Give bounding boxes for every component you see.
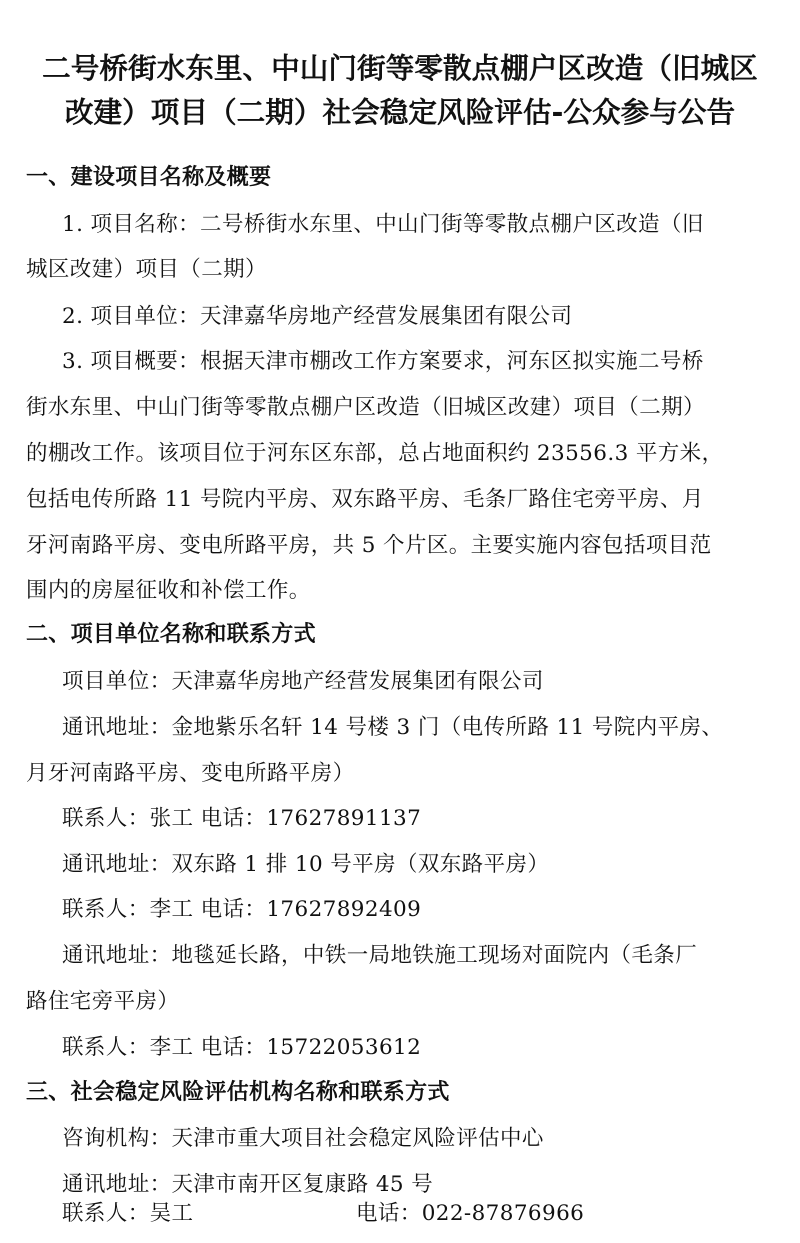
section-2-heading: 二、项目单位名称和联系方式 bbox=[26, 622, 316, 647]
contact-1: 联系人：张工 电话：17627891137 bbox=[62, 806, 422, 831]
project-overview-line-1: 3. 项目概要：根据天津市棚改工作方案要求，河东区拟实施二号桥 bbox=[62, 349, 704, 374]
project-overview-line-2: 街水东里、中山门街等零散点棚户区改造（旧城区改建）项目（二期） bbox=[26, 395, 705, 420]
section-1-heading: 一、建设项目名称及概要 bbox=[26, 165, 272, 190]
consulting-org: 咨询机构：天津市重大项目社会稳定风险评估中心 bbox=[62, 1126, 544, 1151]
project-overview-line-3: 的棚改工作。该项目位于河东区东部，总占地面积约 23556.3 平方米， bbox=[26, 441, 724, 466]
address-1-line-1: 通讯地址：金地紫乐名轩 14 号楼 3 门（电传所路 11 号院内平房、 bbox=[62, 715, 724, 740]
address-3-line-1: 通讯地址：地毯延长路，中铁一局地铁施工现场对面院内（毛条厂 bbox=[62, 943, 698, 968]
section-3-heading: 三、社会稳定风险评估机构名称和联系方式 bbox=[26, 1080, 450, 1105]
project-overview-line-6: 围内的房屋征收和补偿工作。 bbox=[26, 578, 311, 603]
project-overview-line-4: 包括电传所路 11 号院内平房、双东路平房、毛条厂路住宅旁平房、月 bbox=[26, 487, 704, 512]
address-1-line-2: 月牙河南路平房、变电所路平房） bbox=[26, 761, 355, 786]
project-overview-line-5: 牙河南路平房、变电所路平房，共 5 个片区。主要实施内容包括项目范 bbox=[26, 533, 712, 558]
address-2: 通讯地址：双东路 1 排 10 号平房（双东路平房） bbox=[62, 852, 550, 877]
project-name-line-2: 城区改建）项目（二期） bbox=[26, 257, 267, 282]
project-name-line-1: 1. 项目名称：二号桥街水东里、中山门街等零散点棚户区改造（旧 bbox=[62, 212, 704, 237]
title-line-2: 改建）项目（二期）社会稳定风险评估-公众参与公告 bbox=[64, 95, 736, 129]
consulting-contact-name: 联系人：吴工 bbox=[62, 1201, 194, 1226]
consulting-address: 通讯地址：天津市南开区复康路 45 号 bbox=[62, 1172, 434, 1197]
project-unit: 2. 项目单位：天津嘉华房地产经营发展集团有限公司 bbox=[62, 304, 573, 329]
address-3-line-2: 路住宅旁平房） bbox=[26, 989, 180, 1014]
unit-name: 项目单位：天津嘉华房地产经营发展集团有限公司 bbox=[62, 669, 544, 694]
contact-3: 联系人：李工 电话：15722053612 bbox=[62, 1035, 422, 1060]
consulting-contact-phone: 电话：022-87876966 bbox=[356, 1201, 585, 1226]
title-line-1: 二号桥街水东里、中山门街等零散点棚户区改造（旧城区 bbox=[42, 51, 758, 85]
contact-2: 联系人：李工 电话：17627892409 bbox=[62, 897, 422, 922]
